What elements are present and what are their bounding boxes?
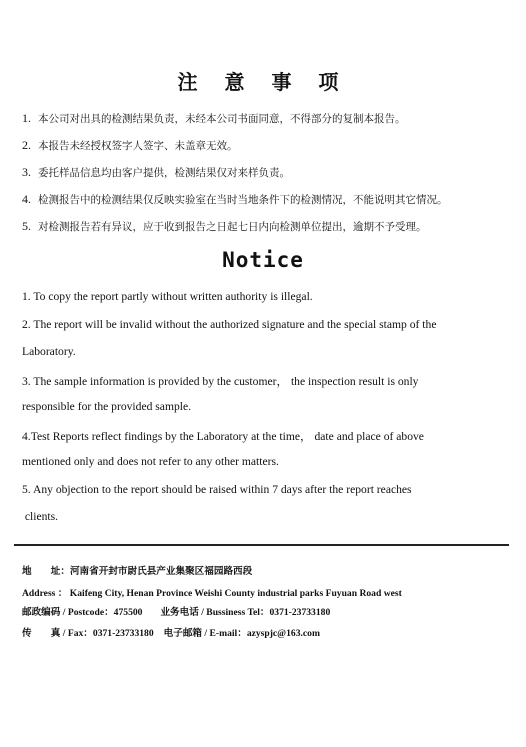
chinese-title: 注 意 事 项	[177, 70, 349, 94]
en-notice-line: 1. To copy the report partly without written authority is illegal.	[22, 290, 313, 303]
cn-item-3	[22, 165, 290, 180]
cn-item-4	[22, 192, 448, 207]
cn-item-number: 1.	[22, 111, 31, 125]
en-notice-line: 4.Test Reports reflect findings by the Laboratory at the time， date and place of above	[22, 430, 424, 443]
address-cn-value: 河南省开封市尉氏县产业集聚区福园路西段	[69, 566, 253, 577]
cn-item-number: 3.	[22, 165, 31, 179]
cn-item-text: 本报告未经授权签字人签字、未盖章无效。	[38, 140, 238, 152]
english-title: Notice	[222, 248, 304, 272]
email-label: 电子邮箱 / E-mail：	[163, 628, 247, 639]
address-cn-label: 地 址：	[22, 566, 70, 577]
en-notice-line: 2. The report will be invalid without the authorized signature and the special stamp of the	[22, 318, 437, 331]
en-notice-line: responsible for the provided sample.	[22, 400, 192, 413]
postcode-label: 邮政编码 / Postcode：	[22, 607, 114, 618]
en-notice-line: Laboratory.	[22, 345, 76, 358]
email-value: azyspjc@163.com	[246, 628, 320, 639]
cn-item-5	[22, 219, 427, 234]
en-notice-line: clients.	[22, 510, 59, 523]
cn-item-number: 2.	[22, 138, 31, 152]
cn-item-text: 检测报告中的检测结果仅反映实验室在当时当地条件下的检测情况，不能说明其它情况。	[38, 194, 448, 206]
en-notice-line: mentioned only and does not refer to any other matters.	[22, 455, 279, 468]
cn-item-text: 对检测报告若有异议，应于收到报告之日起七日内向检测单位提出，逾期不予受理。	[38, 221, 427, 233]
postcode-value: 475500	[113, 607, 143, 618]
tel-value: 0371-23733180	[269, 607, 331, 618]
cn-item-1	[22, 111, 406, 126]
cn-item-2	[22, 138, 238, 153]
en-notice-line: 3. The sample information is provided by the customer， the inspection result is only	[22, 375, 419, 388]
cn-item-number: 5.	[22, 219, 31, 233]
fax-value: 0371-23733180	[92, 628, 154, 639]
postcode-tel-line	[22, 604, 330, 618]
fax-label: 传 真 / Fax：	[22, 628, 93, 639]
footer-divider	[14, 544, 509, 546]
tel-label: 业务电话 / Bussiness Tel：	[160, 607, 270, 618]
cn-item-text: 委托样品信息均由客户提供，检测结果仅对来样负责。	[38, 167, 290, 179]
fax-email-line	[22, 625, 320, 639]
cn-item-number: 4.	[22, 192, 31, 206]
address-en-line: Address ： Kaifeng City, Henan Province Weishi County industrial parks Fuyuan Road west	[22, 588, 402, 599]
cn-item-text: 本公司对出具的检测结果负责，未经本公司书面同意，不得部分的复制本报告。	[38, 113, 406, 125]
address-cn-line	[22, 563, 252, 577]
en-notice-line: 5. Any objection to the report should be raised within 7 days after the report reaches	[22, 483, 412, 496]
